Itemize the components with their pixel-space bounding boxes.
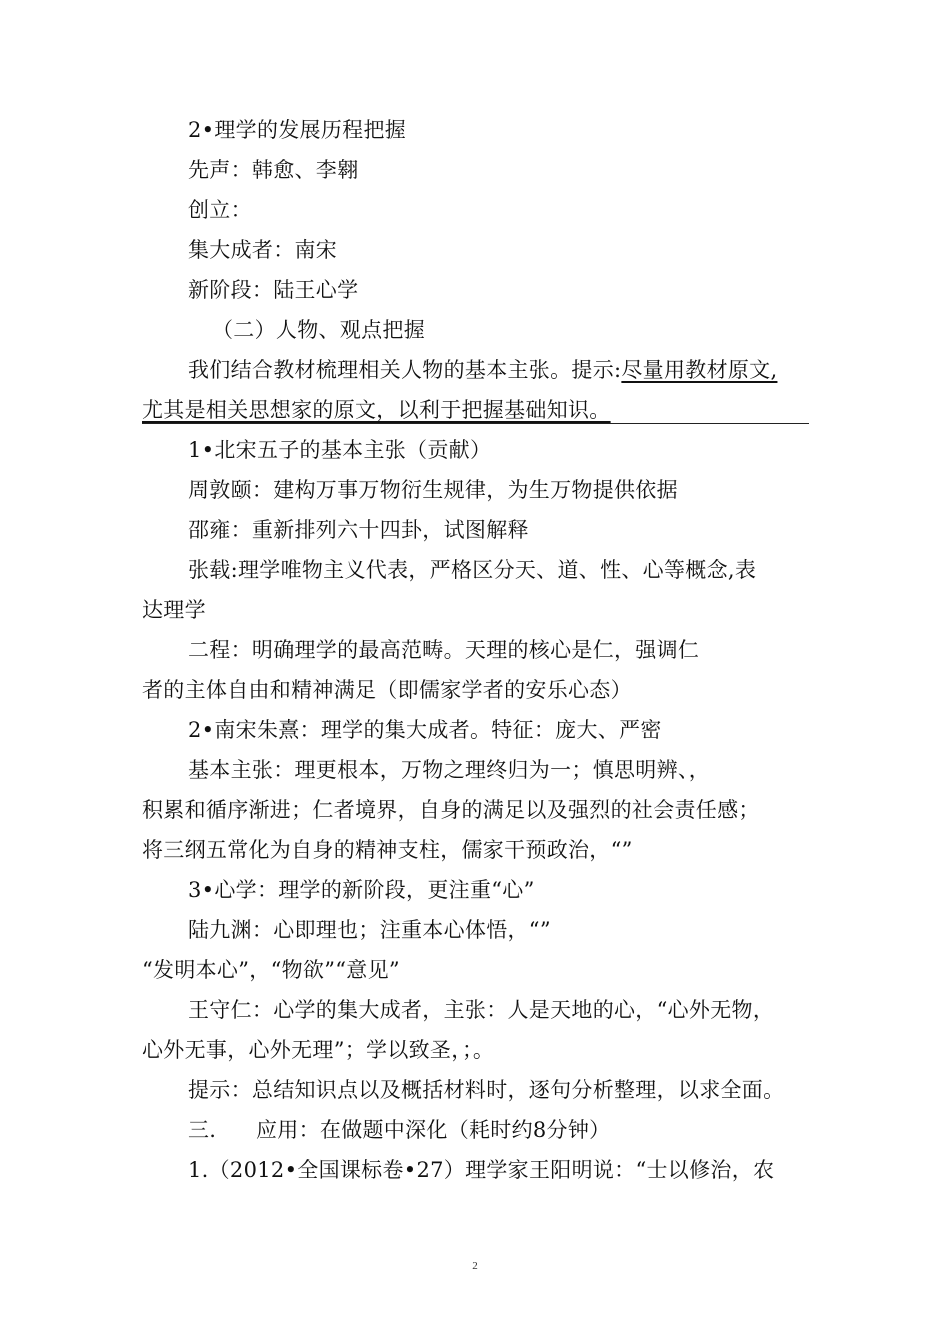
text-founding: 创立： [188, 198, 252, 222]
text-lu-jiuyuan: 陆九渊：心即理也；注重本心体悟，“” [188, 918, 551, 942]
heading-2-zhu-xi: 2•南宋朱熹：理学的集大成者。特征：庞大、严密 [188, 718, 662, 742]
section-title: 应用：在做题中深化（耗时约8分钟） [256, 1118, 611, 1142]
intro-underlined-hint: 尽量用教材原文, [621, 358, 778, 382]
section-heading-figures: （二）人物、观点把握 [212, 318, 425, 342]
heading-1-northern-song: 1•北宋五子的基本主张（贡献） [188, 438, 492, 462]
text-culmination: 集大成者：南宋 [188, 238, 338, 262]
horizontal-rule [142, 423, 809, 424]
heading-2-development: 2•理学的发展历程把握 [188, 118, 407, 142]
text-zhu-xi-claims: 基本主张：理更根本，万物之理终归为一；慎思明辨、， [188, 758, 710, 782]
text-wang-shouren-continued: 心外无事，心外无理”；学以致圣，；。 [142, 1038, 495, 1062]
section-number: 三. [188, 1118, 217, 1142]
paragraph-intro-continued: 尤其是相关思想家的原文，以利于把握基础知识。 [142, 398, 611, 422]
text-wang-shouren: 王守仁：心学的集大成者，主张：人是天地的心，“心外无物， [188, 998, 775, 1022]
page-number: 2 [472, 1260, 478, 1272]
text-zhang-zai-continued: 达理学 [142, 598, 206, 622]
intro-text: 我们结合教材梳理相关人物的基本主张。提示: [188, 358, 622, 382]
paragraph-intro [188, 356, 777, 384]
text-tip: 提示：总结知识点以及概括材料时，逐句分析整理，以求全面。 [188, 1078, 785, 1102]
text-new-stage: 新阶段：陆王心学 [188, 278, 359, 302]
text-zhu-xi-claims-3: 将三纲五常化为自身的精神支柱，儒家干预政治，“” [142, 838, 633, 862]
question-1: 1.（2012•全国课标卷•27）理学家王阳明说：“士以修治，农 [188, 1158, 775, 1182]
heading-3-xinxue: 3•心学：理学的新阶段，更注重“心” [188, 878, 535, 902]
text-cheng-brothers: 二程：明确理学的最高范畴。天理的核心是仁，强调仁 [188, 638, 700, 662]
text-cheng-brothers-continued: 者的主体自由和精神满足（即儒家学者的安乐心态） [142, 678, 632, 702]
text-zhang-zai: 张载:理学唯物主义代表，严格区分天、道、性、心等概念,表 [188, 558, 757, 582]
text-lu-jiuyuan-continued: “发明本心”，“物欲”“意见” [142, 958, 400, 982]
text-zhou-dunyi: 周敦颐：建构万事万物衍生规律，为生万物提供依据 [188, 478, 678, 502]
text-precursor: 先声：韩愈、李翱 [188, 158, 359, 182]
section-heading-application [188, 1116, 610, 1144]
text-zhu-xi-claims-2: 积累和循序渐进；仁者境界，自身的满足以及强烈的社会责任感； [142, 798, 760, 822]
text-shao-yong: 邵雍：重新排列六十四卦，试图解释 [188, 518, 529, 542]
